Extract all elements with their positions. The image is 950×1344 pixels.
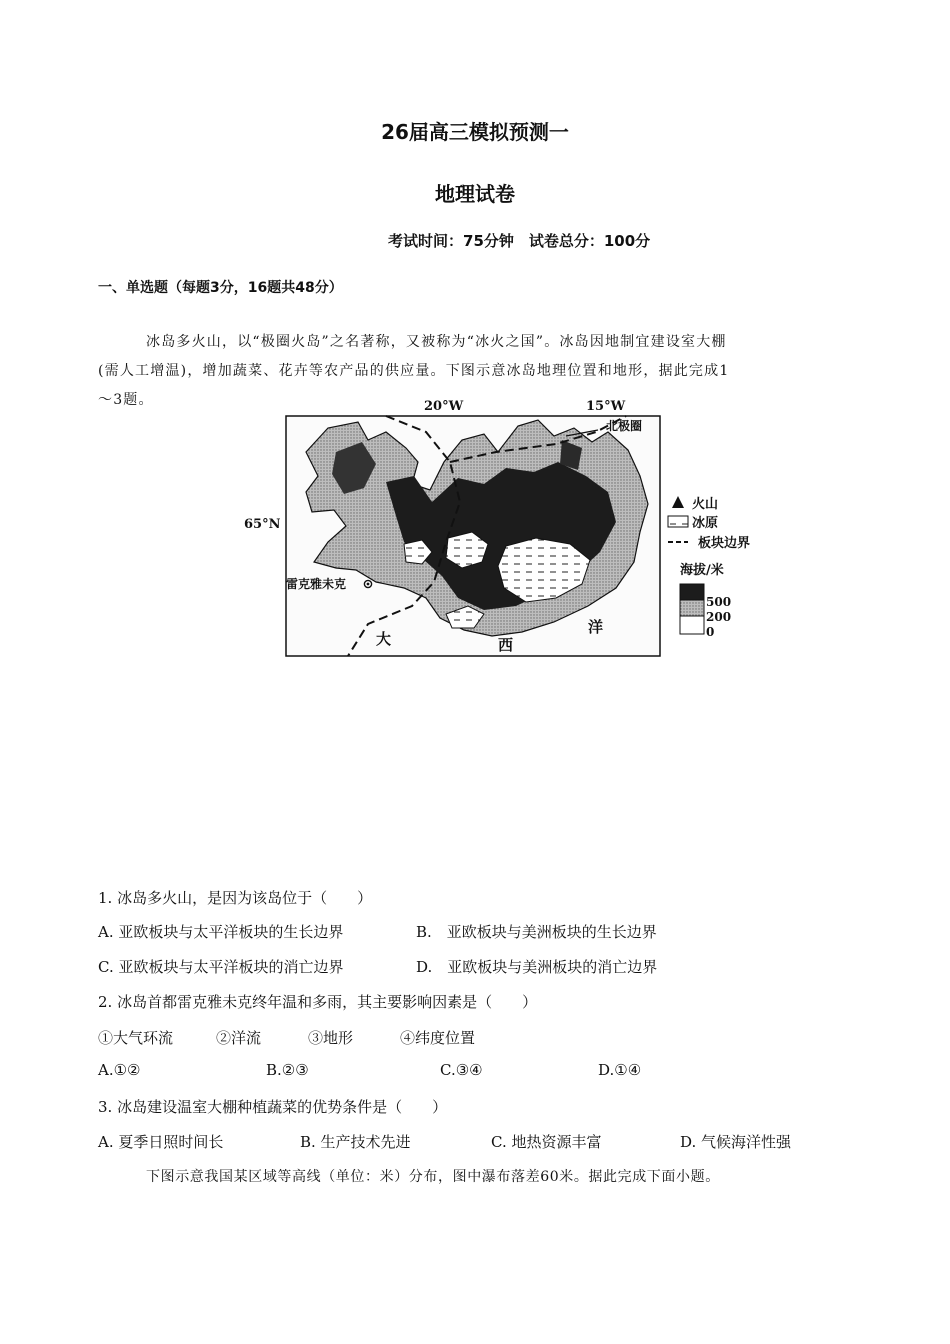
ocean-char-1: 大 <box>376 630 392 648</box>
q2-factor-4: ④纬度位置 <box>400 1029 476 1047</box>
q2-option-b[interactable]: B.②③ <box>266 1061 309 1079</box>
q3-option-b[interactable]: B. 生产技术先进 <box>300 1133 411 1151</box>
legend-ice-label: 冰原 <box>692 516 719 531</box>
elevation-tick-500: 500 <box>706 595 732 609</box>
q2-option-a[interactable]: A.①② <box>98 1061 141 1079</box>
intro-line-2: (需人工增温)，增加蔬菜、花卉等农产品的供应量。下图示意冰岛地理位置和地形，据此完成1 <box>98 363 730 379</box>
lat-65n-label: 65°N <box>244 517 281 532</box>
q1-option-a[interactable]: A. 亚欧板块与太平洋板块的生长边界 <box>98 923 344 941</box>
elevation-low-swatch <box>680 616 704 634</box>
q3-stem: 3. 冰岛建设温室大棚种植蔬菜的优势条件是（ ） <box>98 1098 448 1116</box>
q3-option-a[interactable]: A. 夏季日照时间长 <box>98 1133 224 1151</box>
q2-factor-2: ②洋流 <box>216 1029 262 1047</box>
q2-stem: 2. 冰岛首都雷克雅未克终年温和多雨，其主要影响因素是（ ） <box>98 993 538 1011</box>
ocean-char-2: 西 <box>498 636 514 654</box>
q1-option-b[interactable]: B. 亚欧板块与美洲板块的生长边界 <box>416 923 657 941</box>
arctic-circle-label: 北极圈 <box>606 419 643 433</box>
q3-option-d[interactable]: D. 气候海洋性强 <box>680 1133 792 1151</box>
capital-label: 雷克雅未克 <box>286 577 347 591</box>
exam-subtitle: 地理试卷 <box>435 182 515 206</box>
ice-legend-icon <box>668 516 688 527</box>
iceland-map <box>236 392 768 658</box>
legend-elevation-title: 海拔/米 <box>680 563 724 578</box>
exam-info: 考试时间：75分钟 试卷总分：100分 <box>388 232 651 250</box>
elevation-mid-swatch <box>680 600 704 616</box>
map-legend <box>668 496 750 639</box>
elevation-tick-200: 200 <box>706 610 732 624</box>
volcano-icon <box>672 496 684 508</box>
elevation-tick-0: 0 <box>706 625 715 639</box>
intro-line-1: 冰岛多火山，以“极圈火岛”之名著称，又被称为“冰火之国”。冰岛因地制宜建设室大棚 <box>146 334 727 350</box>
exam-title: 26届高三模拟预测一 <box>381 120 569 144</box>
q2-factor-3: ③地形 <box>308 1029 354 1047</box>
next-question-intro: 下图示意我国某区域等高线（单位：米）分布，图中瀑布落差60米。据此完成下面小题。 <box>146 1169 720 1185</box>
lon-15w-label: 15°W <box>586 399 626 414</box>
q2-option-d[interactable]: D.①④ <box>598 1061 642 1079</box>
q1-stem: 1. 冰岛多火山，是因为该岛位于（ ） <box>98 889 373 907</box>
legend-volcano-label: 火山 <box>692 497 719 512</box>
q2-option-c[interactable]: C.③④ <box>440 1061 483 1079</box>
ocean-char-3: 洋 <box>588 618 604 636</box>
lon-20w-label: 20°W <box>424 399 464 414</box>
q3-option-c[interactable]: C. 地热资源丰富 <box>491 1133 602 1151</box>
section-heading: 一、单选题（每题3分，16题共48分） <box>98 280 343 296</box>
legend-boundary-label: 板块边界 <box>698 536 751 551</box>
intro-line-3: ～3题。 <box>98 392 154 408</box>
q1-option-c[interactable]: C. 亚欧板块与太平洋板块的消亡边界 <box>98 958 344 976</box>
q2-factor-1: ①大气环流 <box>98 1029 174 1047</box>
q1-option-d[interactable]: D. 亚欧板块与美洲板块的消亡边界 <box>416 958 658 976</box>
elevation-high-swatch <box>680 584 704 600</box>
